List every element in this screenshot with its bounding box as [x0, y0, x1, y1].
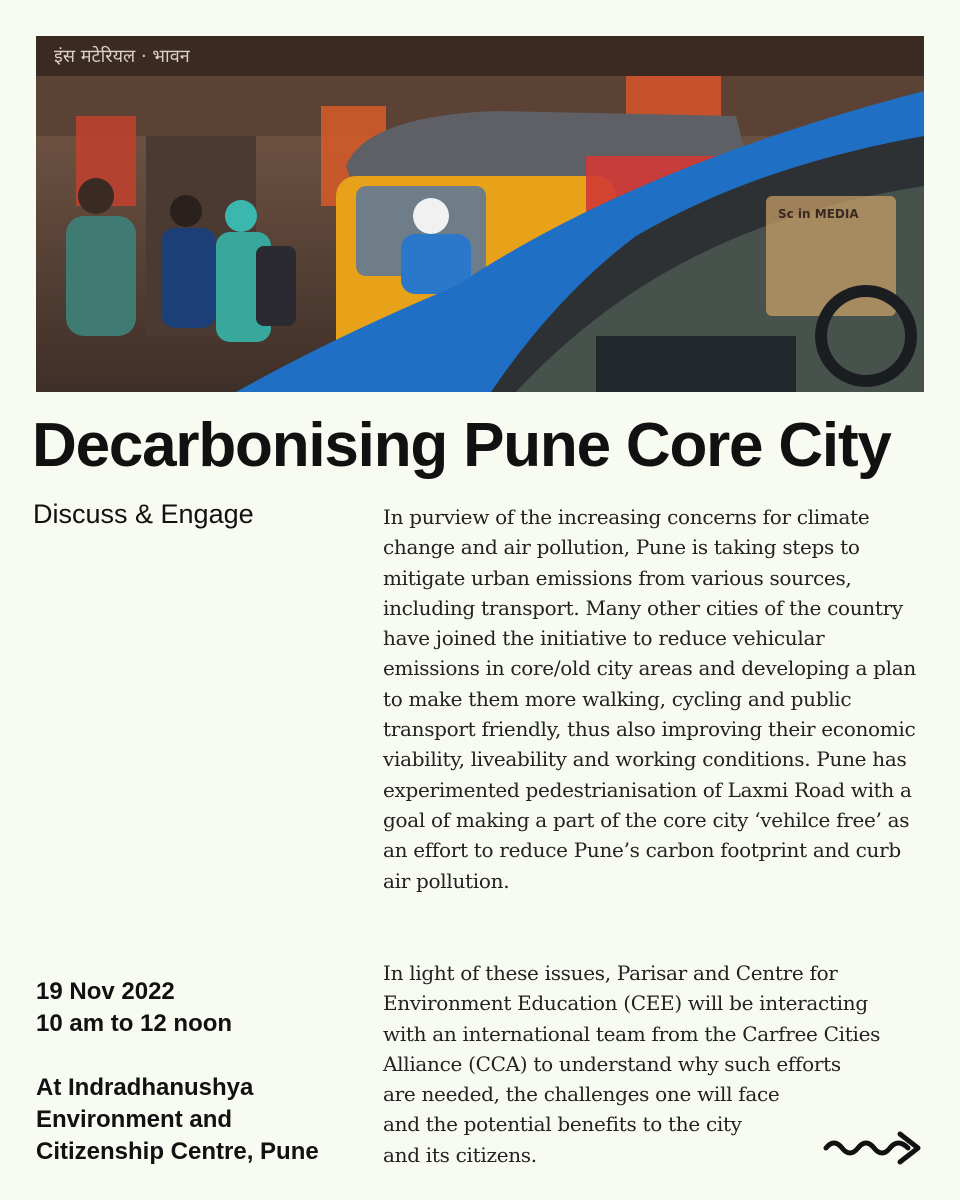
page-subtitle: Discuss & Engage — [33, 499, 254, 529]
page-title: Decarbonising Pune Core City — [32, 411, 891, 480]
venue-line: Citizenship Centre, Pune — [36, 1138, 319, 1165]
event-time: 10 am to 12 noon — [36, 1010, 233, 1037]
event-datetime — [36, 976, 232, 1040]
street-photo — [36, 36, 924, 392]
intro-paragraph: In purview of the increasing concerns for climate change and air pollution, Pune is taking steps to mitigate urban emissions from various sources, including transport. Many other cities of the country have joined the initiative to reduce vehicular emissions in core/old city areas and developing a plan to make them more walking, cycling and public transport friendly, thus also improving their economic viability, liveability and working conditions. Pune has experimented pedestrianisation of Laxmi Road with a goal of making a part of the core city ‘vehilce free’ as an effort to reduce Pune’s carbon footprint and curb air pollution. — [383, 505, 916, 893]
details-line: In light of these issues, Parisar and Centre for — [383, 961, 838, 985]
details-line: and the potential benefits to the city — [383, 1112, 742, 1137]
squiggle-arrow-icon[interactable] — [822, 1126, 926, 1166]
event-venue — [36, 1072, 319, 1168]
details-line: with an international team from the Carfree Cities — [383, 1021, 881, 1046]
street-scene-illustration — [36, 36, 924, 392]
details-line: are needed, the challenges one will face — [383, 1082, 780, 1107]
details-line: and its citizens. — [383, 1142, 537, 1167]
shop-sign: इंस मटेरियल · भावन — [54, 46, 190, 67]
details-line: Alliance (CCA) to understand why such efforts — [383, 1051, 841, 1076]
venue-line: Environment and — [36, 1106, 233, 1133]
details-line: Environment Education (CEE) will be interacting — [383, 991, 868, 1016]
window-sign: Sc in MEDIA — [778, 207, 859, 221]
venue-line: At Indradhanushya — [36, 1074, 254, 1101]
event-date: 19 Nov 2022 — [36, 978, 175, 1005]
